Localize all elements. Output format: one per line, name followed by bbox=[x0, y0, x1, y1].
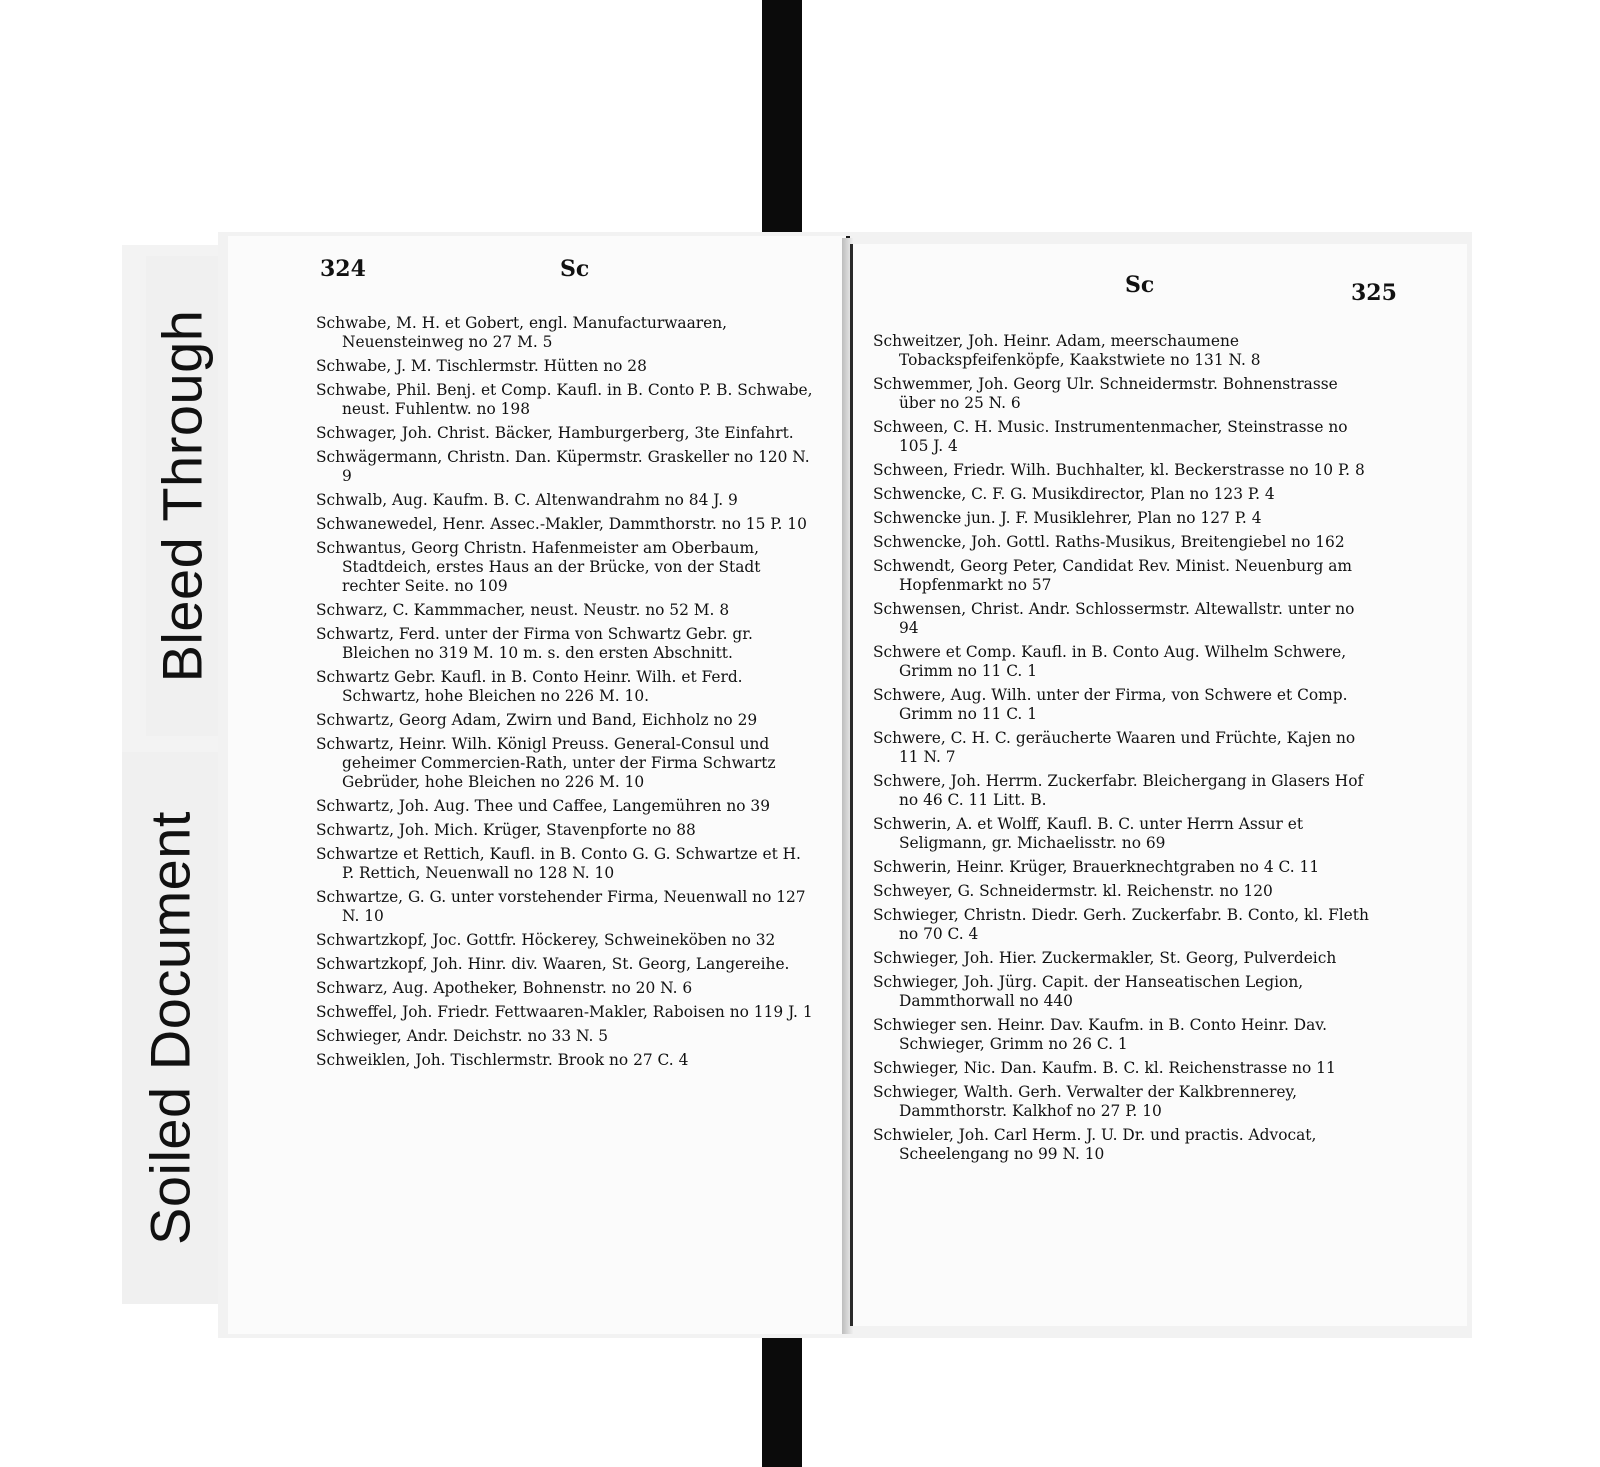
directory-entry: Schwere et Comp. Kaufl. in B. Conto Aug. Wilhelm Schwere, Grimm no 11 C. 1 bbox=[873, 643, 1347, 680]
left-page bbox=[228, 236, 850, 1334]
directory-entry: Schweitzer, Joh. Heinr. Adam, meerschaumene Tobackspfeifenköpfe, Kaakstwiete no 131 N. 8 bbox=[873, 332, 1261, 369]
directory-entry: Schwartz, Georg Adam, Zwirn und Band, Eichholz no 29 bbox=[316, 711, 758, 729]
directory-entry: Schweiklen, Joh. Tischlermstr. Brook no 27 C. 4 bbox=[316, 1051, 689, 1069]
directory-entry: Schwieger, Walth. Gerh. Verwalter der Kalkbrennerey, Dammthorstr. Kalkhof no 27 P. 10 bbox=[873, 1083, 1297, 1120]
left-entry-list bbox=[316, 314, 816, 1075]
directory-entry: Schwere, Aug. Wilh. unter der Firma, von Schwere et Comp. Grimm no 11 C. 1 bbox=[873, 686, 1348, 723]
directory-entry: Schwabe, J. M. Tischlermstr. Hütten no 28 bbox=[316, 357, 647, 375]
directory-entry: Schwabe, Phil. Benj. et Comp. Kaufl. in B. Conto P. B. Schwabe, neust. Fuhlentw. no 198 bbox=[316, 381, 813, 418]
directory-entry: Schwägermann, Christn. Dan. Küpermstr. Graskeller no 120 N. 9 bbox=[316, 448, 810, 485]
directory-entry: Schwartz, Joh. Mich. Krüger, Stavenpforte no 88 bbox=[316, 821, 696, 839]
directory-entry: Schwieger, Joh. Jürg. Capit. der Hanseatischen Legion, Dammthorwall no 440 bbox=[873, 973, 1304, 1010]
right-page-header bbox=[853, 244, 1467, 306]
directory-entry: Schwieler, Joh. Carl Herm. J. U. Dr. und practis. Advocat, Scheelengang no 99 N. 10 bbox=[873, 1126, 1317, 1163]
directory-entry: Schwarz, Aug. Apotheker, Bohnenstr. no 20 N. 6 bbox=[316, 979, 693, 997]
directory-entry: Schwager, Joh. Christ. Bäcker, Hamburgerberg, 3te Einfahrt. bbox=[316, 424, 794, 442]
directory-entry: Schwencke jun. J. F. Musiklehrer, Plan no 127 P. 4 bbox=[873, 509, 1262, 527]
directory-entry: Schwarz, C. Kammmacher, neust. Neustr. no 52 M. 8 bbox=[316, 601, 730, 619]
directory-entry: Schwensen, Christ. Andr. Schlossermstr. Altewallstr. unter no 94 bbox=[873, 600, 1355, 637]
bleed-through-label bbox=[146, 256, 218, 736]
directory-entry: Schwabe, M. H. et Gobert, engl. Manufacturwaaren, Neuensteinweg no 27 M. 5 bbox=[316, 314, 728, 351]
directory-entry: Schwartze, G. G. unter vorstehender Firma, Neuenwall no 127 N. 10 bbox=[316, 888, 806, 925]
film-strip-bottom bbox=[762, 1338, 802, 1467]
directory-entry: Schwieger, Christn. Diedr. Gerh. Zuckerfabr. B. Conto, kl. Fleth no 70 C. 4 bbox=[873, 906, 1369, 943]
right-page bbox=[850, 244, 1467, 1326]
directory-entry: Schwencke, C. F. G. Musikdirector, Plan no 123 P. 4 bbox=[873, 485, 1275, 503]
directory-entry: Schwerin, Heinr. Krüger, Brauerknechtgraben no 4 C. 11 bbox=[873, 858, 1320, 876]
directory-entry: Schwartze et Rettich, Kaufl. in B. Conto G. G. Schwartze et H. P. Rettich, Neuenwall no 128 N. 10 bbox=[316, 845, 801, 882]
right-page-section: Sc bbox=[1125, 272, 1155, 298]
directory-entry: Schwieger sen. Heinr. Dav. Kaufm. in B. Conto Heinr. Dav. Schwieger, Grimm no 26 C. 1 bbox=[873, 1016, 1328, 1053]
directory-entry: Schwieger, Joh. Hier. Zuckermakler, St. Georg, Pulverdeich bbox=[873, 949, 1337, 967]
soiled-document-label bbox=[122, 752, 218, 1304]
directory-entry: Schwalb, Aug. Kaufm. B. C. Altenwandrahm no 84 J. 9 bbox=[316, 491, 738, 509]
directory-entry: Schwerin, A. et Wolff, Kaufl. B. C. unter Herrn Assur et Seligmann, gr. Michaelisstr. no 69 bbox=[873, 815, 1304, 852]
directory-entry: Schwartzkopf, Joh. Hinr. div. Waaren, St. Georg, Langereihe. bbox=[316, 955, 790, 973]
left-page-section: Sc bbox=[560, 256, 590, 282]
directory-entry: Schwencke, Joh. Gottl. Raths-Musikus, Breitengiebel no 162 bbox=[873, 533, 1345, 551]
directory-entry: Schwemmer, Joh. Georg Ulr. Schneidermstr. Bohnenstrasse über no 25 N. 6 bbox=[873, 375, 1338, 412]
bleed-through-text: Bleed Through bbox=[150, 309, 214, 683]
directory-entry: Schwartz Gebr. Kaufl. in B. Conto Heinr. Wilh. et Ferd. Schwartz, hohe Bleichen no 226 M. 10. bbox=[316, 668, 743, 705]
directory-entry: Schwartzkopf, Joc. Gottfr. Höckerey, Schweineköben no 32 bbox=[316, 931, 776, 949]
directory-entry: Schwartz, Heinr. Wilh. Königl Preuss. General-Consul und geheimer Commercien-Rath, unter der Firma Schwartz Gebrüder, hohe Bleichen no 226 M. 10 bbox=[316, 735, 776, 791]
soiled-document-text: Soiled Document bbox=[138, 811, 202, 1245]
directory-entry: Schwere, C. H. C. geräucherte Waaren und Früchte, Kajen no 11 N. 7 bbox=[873, 729, 1356, 766]
directory-entry: Schween, C. H. Music. Instrumentenmacher, Steinstrasse no 105 J. 4 bbox=[873, 418, 1348, 455]
directory-entry: Schwere, Joh. Herrm. Zuckerfabr. Bleichergang in Glasers Hof no 46 C. 11 Litt. B. bbox=[873, 772, 1364, 809]
directory-entry: Schween, Friedr. Wilh. Buchhalter, kl. Beckerstrasse no 10 P. 8 bbox=[873, 461, 1365, 479]
directory-entry: Schwendt, Georg Peter, Candidat Rev. Minist. Neuenburg am Hopfenmarkt no 57 bbox=[873, 557, 1352, 594]
directory-entry: Schweyer, G. Schneidermstr. kl. Reichenstr. no 120 bbox=[873, 882, 1273, 900]
directory-entry: Schwartz, Joh. Aug. Thee und Caffee, Langemühren no 39 bbox=[316, 797, 771, 815]
directory-entry: Schwartz, Ferd. unter der Firma von Schwartz Gebr. gr. Bleichen no 319 M. 10 m. s. den ersten Abschnitt. bbox=[316, 625, 753, 662]
directory-entry: Schwanewedel, Henr. Assec.-Makler, Dammthorstr. no 15 P. 10 bbox=[316, 515, 807, 533]
film-strip-top bbox=[762, 0, 802, 245]
left-page-header bbox=[228, 236, 846, 284]
right-page-number: 325 bbox=[1351, 280, 1397, 306]
right-entry-list bbox=[873, 332, 1373, 1169]
directory-entry: Schwieger, Andr. Deichstr. no 33 N. 5 bbox=[316, 1027, 609, 1045]
directory-entry: Schwantus, Georg Christn. Hafenmeister am Oberbaum, Stadtdeich, erstes Haus an der Brücke, von der Stadt rechter Seite. no 109 bbox=[316, 539, 761, 595]
directory-entry: Schweffel, Joh. Friedr. Fettwaaren-Makler, Raboisen no 119 J. 1 bbox=[316, 1003, 813, 1021]
left-page-number: 324 bbox=[320, 256, 366, 282]
directory-entry: Schwieger, Nic. Dan. Kaufm. B. C. kl. Reichenstrasse no 11 bbox=[873, 1059, 1336, 1077]
